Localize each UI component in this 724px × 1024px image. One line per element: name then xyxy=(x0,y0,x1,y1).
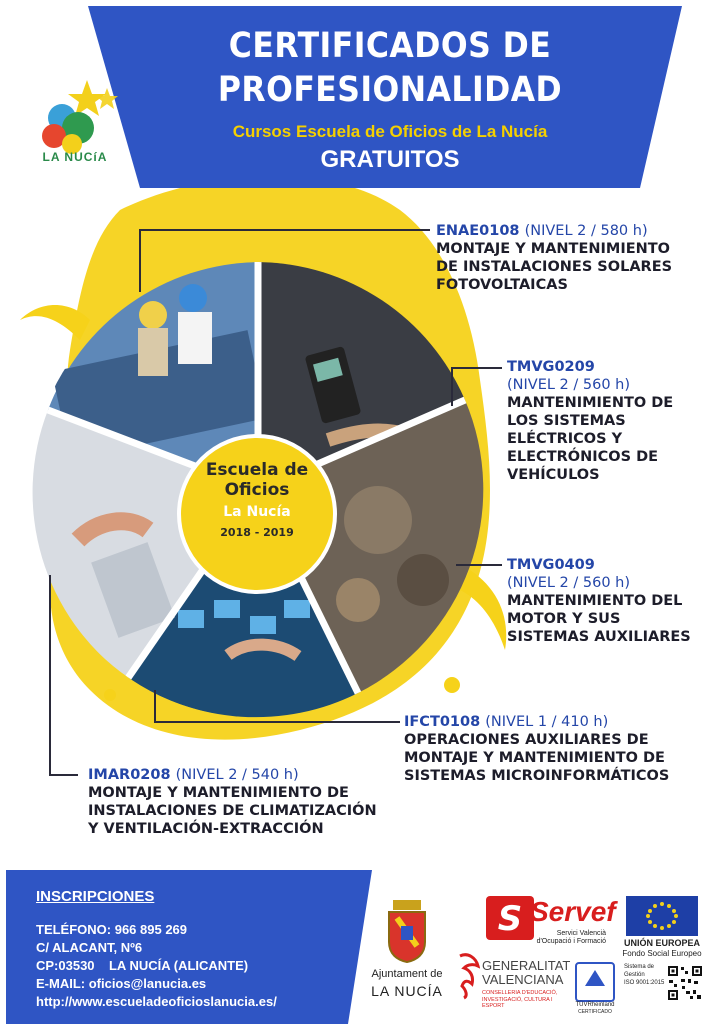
course-title: MANTENIMIENTO DE LOS SISTEMAS ELÉCTRICOS Y ELECTRÓNICOS DE VEHÍCULOS xyxy=(507,395,674,483)
course-code: TMVG0409 xyxy=(507,557,595,573)
servef-sub-2: d'Ocupació i Formació xyxy=(536,938,606,945)
title-line-1: CERTIFICADOS DE xyxy=(228,26,552,66)
iso-line-1: Sistema de xyxy=(624,964,655,970)
course-title: MONTAJE Y MANTENIMIENTO DE INSTALACIONES SOLARES FOTOVOLTAICAS xyxy=(436,241,673,293)
course-level: (NIVEL 1 / 410 h) xyxy=(485,714,609,730)
course-imar0208 xyxy=(88,766,408,838)
course-code: IFCT0108 xyxy=(404,714,481,730)
escuela-badge xyxy=(177,434,337,594)
course-level: (NIVEL 2 / 580 h) xyxy=(524,223,648,239)
logo-text: LA NUCíA xyxy=(42,150,108,164)
generalitat-sub-1: CONSELLERIA D'EDUCACIÓ, xyxy=(482,990,558,996)
course-ifct0108 xyxy=(404,713,704,785)
course-level: (NIVEL 2 / 540 h) xyxy=(175,767,299,783)
tuv-certificate-icon xyxy=(575,962,615,1002)
course-title: MANTENIMIENTO DEL MOTOR Y SUS SISTEMAS AUXILIARES xyxy=(507,593,691,645)
servef-sub-1: Servici Valencià xyxy=(556,930,606,937)
servef-name: Servef xyxy=(530,896,616,927)
eu-flag-icon xyxy=(626,896,698,936)
tuv-sub: CERTIFICADO xyxy=(578,1009,612,1015)
iso-line-2: Gestión xyxy=(624,972,645,978)
course-title: MONTAJE Y MANTENIMIENTO DE INSTALACIONES DE CLIMATIZACIÓN Y VENTILACIÓN-EXTRACCIÓN xyxy=(88,785,377,837)
ajuntament-crest-icon xyxy=(383,898,431,964)
course-enae0108 xyxy=(436,222,706,294)
footer-phone[interactable]: TELÉFONO: 966 895 269 xyxy=(36,922,188,937)
svg-text:S: S xyxy=(497,899,523,939)
course-tmvg0209 xyxy=(507,358,707,484)
iso-line-3: ISO 9001:2015 xyxy=(624,980,665,986)
badge-line-3: La Nucía xyxy=(223,504,291,520)
footer-postcode: CP:03530 LA NUCÍA (ALICANTE) xyxy=(36,958,249,973)
footer-title: INSCRIPCIONES xyxy=(36,888,155,905)
qr-code-icon[interactable] xyxy=(666,964,704,1002)
gratuitos-label: GRATUITOS xyxy=(320,146,460,173)
course-title: OPERACIONES AUXILIARES DE MONTAJE Y MANTENIMIENTO DE SISTEMAS MICROINFORMÁTICOS xyxy=(404,732,670,784)
eu-line-1: UNIÓN EUROPEA xyxy=(623,938,700,948)
title-line-2: PROFESIONALIDAD xyxy=(217,70,563,110)
course-code: IMAR0208 xyxy=(88,767,171,783)
course-code: TMVG0209 xyxy=(507,359,595,375)
generalitat-sub-2: INVESTIGACIÓ, CULTURA I ESPORT xyxy=(482,997,553,1009)
course-tmvg0409 xyxy=(507,556,707,646)
footer-website[interactable]: http://www.escueladeoficioslanucia.es/ xyxy=(36,994,277,1009)
ajuntament-line-2: LA NUCÍA xyxy=(371,983,443,999)
course-code: ENAE0108 xyxy=(436,223,520,239)
ajuntament-line-1: Ajuntament de xyxy=(371,968,443,980)
eu-line-2: Fondo Social Europeo xyxy=(622,949,702,958)
subtitle: Cursos Escuela de Oficios de La Nucía xyxy=(232,122,548,141)
tuv-label: TÜVRheinland xyxy=(575,1002,615,1008)
footer-address: C/ ALACANT, Nº6 xyxy=(36,940,143,955)
badge-line-2: Oficios xyxy=(224,480,290,500)
generalitat-logo-icon xyxy=(458,952,480,1000)
generalitat-line-2: VALENCIANA xyxy=(482,972,564,987)
footer-email[interactable]: E-MAIL: oficios@lanucia.es xyxy=(36,976,207,991)
badge-line-1: Escuela de xyxy=(205,460,309,480)
badge-line-4: 2018 - 2019 xyxy=(220,526,294,539)
generalitat-line-1: GENERALITAT xyxy=(482,958,571,973)
course-level: (NIVEL 2 / 560 h) xyxy=(507,377,631,393)
course-level: (NIVEL 2 / 560 h) xyxy=(507,575,631,591)
